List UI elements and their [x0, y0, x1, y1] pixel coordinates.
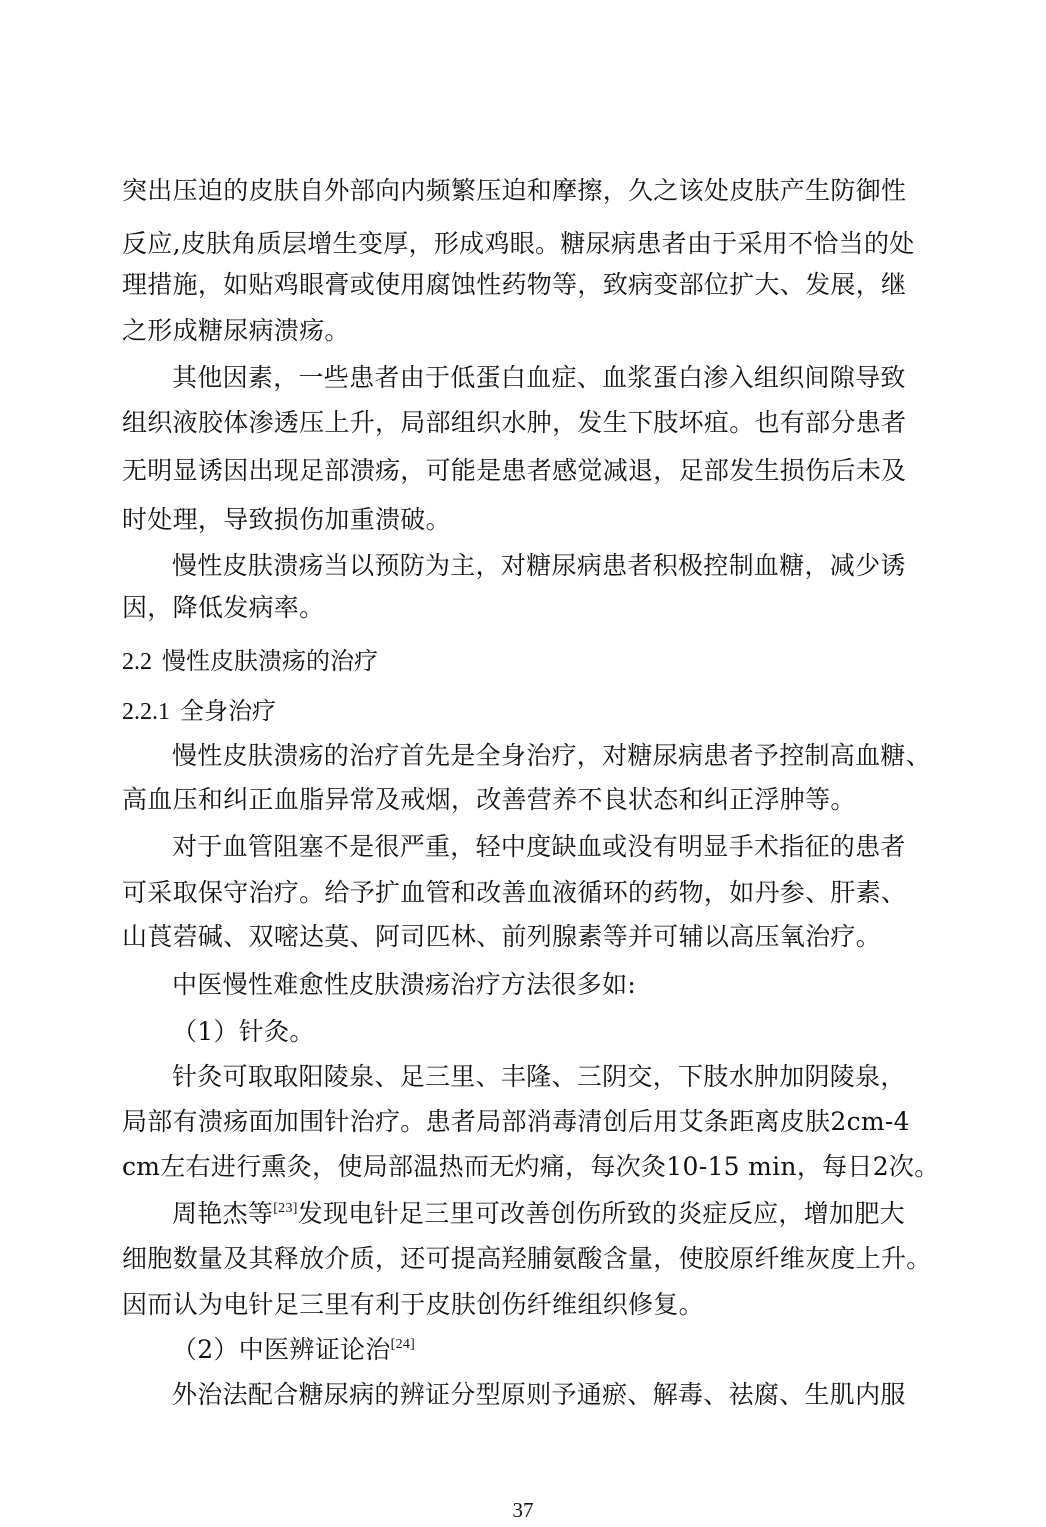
body-text-line: 无明显诱因出现足部溃疡，可能是患者感觉减退，足部发生损伤后未及 — [122, 456, 907, 485]
body-text-line: 之形成糖尿病溃疡。 — [122, 316, 350, 345]
body-text-line: 突出压迫的皮肤自外部向内频繁压迫和摩擦，久之该处皮肤产生防御性 — [122, 176, 907, 205]
body-text-line: 时处理，导致损伤加重溃破。 — [122, 505, 451, 534]
body-text-line-with-citation — [172, 1197, 905, 1231]
body-text-line: 高血压和纠正血脂异常及戒烟，改善营养不良状态和纠正浮肿等。 — [122, 785, 856, 814]
body-text-line: 山莨菪碱、双嘧达莫、阿司匹林、前列腺素等并可辅以高压氧治疗。 — [122, 922, 882, 951]
body-text-line: 可采取保守治疗。给予扩血管和改善血液循环的药物，如丹参、肝素、 — [122, 878, 907, 907]
section-number: 2.2.1 — [122, 699, 170, 725]
body-text-line: 细胞数量及其释放介质，还可提高羟脯氨酸含量，使胶原纤维灰度上升。 — [122, 1244, 932, 1273]
section-title: 全身治疗 — [180, 697, 276, 725]
text-segment: 周艳杰等 — [172, 1199, 274, 1228]
list-item-2 — [172, 1333, 415, 1367]
body-text-line: 因，降低发病率。 — [122, 593, 325, 622]
body-text-line: 中医慢性难愈性皮肤溃疡治疗方法很多如: — [172, 970, 637, 999]
section-title: 慢性皮肤溃疡的治疗 — [162, 647, 378, 675]
body-text-line: cm左右进行熏灸，使局部温热而无灼痛，每次灸10-15 min，每日2次。 — [122, 1152, 940, 1181]
body-text-line: 对于血管阻塞不是很严重，轻中度缺血或没有明显手术指征的患者 — [172, 832, 906, 861]
text-segment: 发现电针足三里可改善创伤所致的炎症反应，增加肥大 — [297, 1199, 905, 1228]
body-text-line: 组织液胶体渗透压上升，局部组织水肿，发生下肢坏疽。也有部分患者 — [122, 408, 907, 437]
body-text-line: 外治法配合糖尿病的辨证分型原则予通瘀、解毒、祛腐、生肌内服 — [172, 1380, 906, 1409]
section-heading-2-2 — [122, 645, 378, 678]
body-text-line: 针灸可取取阳陵泉、足三里、丰隆、三阴交，下肢水肿加阴陵泉， — [172, 1062, 906, 1091]
page-number: 37 — [512, 1498, 534, 1522]
body-text-line: 理措施，如贴鸡眼膏或使用腐蚀性药物等，致病变部位扩大、发展，继 — [122, 270, 907, 299]
list-item-1: （1）针灸。 — [172, 1017, 315, 1046]
citation-24: [24] — [390, 1337, 416, 1352]
body-text-line: 局部有溃疡面加围针治疗。患者局部消毒清创后用艾条距离皮肤2cm-4 — [122, 1107, 910, 1136]
body-text-line: 反应,皮肤角质层增生变厚，形成鸡眼。糖尿病患者由于采用不恰当的处 — [122, 229, 915, 258]
body-text-line: 慢性皮肤溃疡当以预防为主，对糖尿病患者积极控制血糖，减少诱 — [172, 551, 906, 580]
body-text-line: 慢性皮肤溃疡的治疗首先是全身治疗，对糖尿病患者予控制高血糖、 — [172, 741, 932, 770]
body-text-line: 其他因素，一些患者由于低蛋白血症、血浆蛋白渗入组织间隙导致 — [172, 363, 906, 392]
section-number: 2.2 — [122, 649, 152, 675]
citation-23: [23] — [273, 1201, 298, 1216]
body-text-line: 因而认为电针足三里有利于皮肤创伤纤维组织修复。 — [122, 1290, 704, 1319]
list-item-text: （2）中医辨证论治 — [172, 1335, 391, 1364]
section-heading-2-2-1 — [122, 695, 276, 728]
